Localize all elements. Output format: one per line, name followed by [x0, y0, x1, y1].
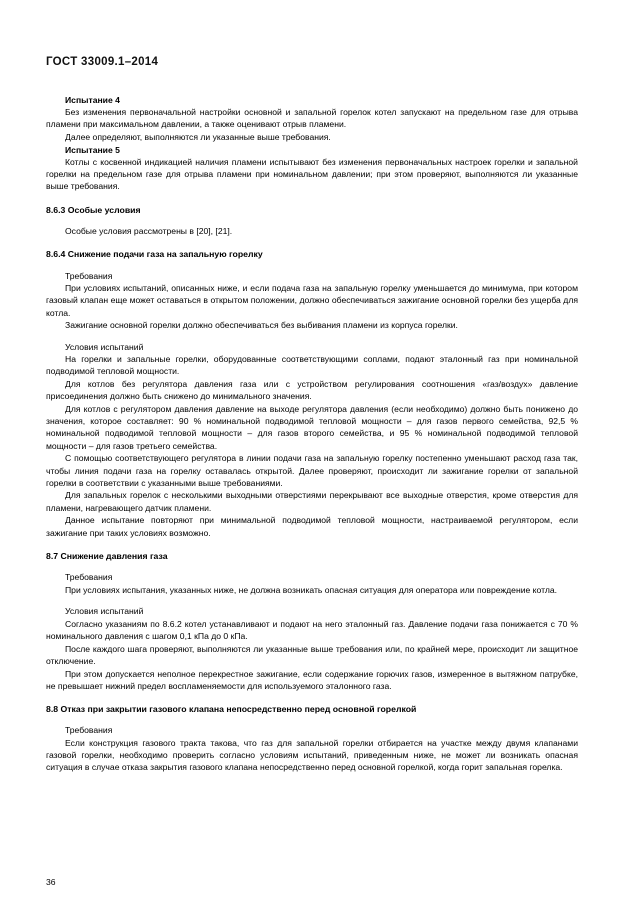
clause-8-7-p1: При условиях испытания, указанных ниже, не должна возникать опасная ситуация для оператора или повреждение котла. — [65, 584, 558, 595]
heading-8-7: 8.7 Снижение давления газа — [46, 550, 168, 561]
page-number: 36 — [46, 877, 56, 887]
test-5-body: Котлы с косвенной индикацией наличия пламени испытывают без изменения первоначальных настроек горелки и запальной горелки на предельном газе для отрыва пламени при номинальном давлении; при этом проверяют, выполняются ли указанные выше требования. — [46, 157, 578, 192]
heading-8-8: 8.8 Отказ при закрытии газового клапана непосредственно перед основной горелкой — [46, 703, 417, 714]
label-test-conditions-1: Условия испытаний — [65, 341, 144, 352]
clause-8-6-4-p6: С помощью соответствующего регулятора в линии подачи газа на запальную горелку постепенно уменьшают расход газа так, чтобы линия подачи газа на горелку оставалась открытой. Далее проверяют, происходит ли зажигание горелки от запальной горелки в соответствии с указанными выше требованиями. — [46, 453, 578, 488]
test-4-body: Без изменения первоначальной настройки основной и запальной горелок котел запускают на предельном газе для отрыва пламени при максимальном давлении, а также оценивают отрыв пламени. — [46, 107, 578, 130]
heading-8-6-4: 8.6.4 Снижение подачи газа на запальную горелку — [46, 249, 263, 260]
clause-8-6-4-p4: Для котлов без регулятора давления газа или с устройством регулирования соотношения «газ/воздух» давление присоединения должно быть снижено до минимального значения. — [46, 379, 578, 402]
test-4-note: Далее определяют, выполняются ли указанные выше требования. — [65, 132, 331, 143]
clause-8-6-4-p2: Зажигание основной горелки должно обеспечиваться без выбивания пламени из корпуса горелки. — [65, 320, 458, 331]
label-requirements-2: Требования — [65, 572, 113, 583]
test-5-title: Испытание 5 — [65, 144, 120, 155]
clause-8-6-3-body: Особые условия рассмотрены в [20], [21]. — [65, 225, 233, 236]
clause-8-7-p3: После каждого шага проверяют, выполняются ли указанные выше требования или, по крайней мере, происходит ли защитное отключение. — [46, 643, 578, 666]
clause-8-6-4-p3: На горелки и запальные горелки, оборудованные соответствующими соплами, подают эталонный газ при номинальной подводимой тепловой мощности. — [46, 354, 578, 377]
clause-8-6-4-p5: Для котлов с регулятором давления давление на выходе регулятора давления (если необходимо) должно быть понижено до значения, которое составляет: 90 % номинальной подводимой тепловой мощности – для газов первого семейства, 92,5 % номинальной подводимой тепловой мощности – для газов второго семейства, и 95 % номинальной подводимой тепловой мощности – для газов третьего семейства. — [46, 404, 578, 451]
label-requirements-3: Требования — [65, 725, 113, 736]
clause-8-8-p1: Если конструкция газового тракта такова, что газ для запальной горелки отбирается на участке между двумя клапанами газовой горелки, необходимо проверить согласно условиям испытаний, приведенным ниже, не может ли возникать опасная ситуация в случае отказа закрытия газового клапана непосредственно перед основной горелкой, когда горит запальная горелка. — [46, 738, 578, 773]
clause-8-6-4-p8: Данное испытание повторяют при минимальной подводимой тепловой мощности, настраиваемой регулятором, если зажигание при таких условиях возможно. — [46, 515, 578, 538]
test-4-title: Испытание 4 — [65, 95, 120, 105]
label-requirements-1: Требования — [65, 270, 113, 281]
heading-8-6-3: 8.6.3 Особые условия — [46, 204, 141, 215]
clause-8-7-p2: Согласно указаниям по 8.6.2 котел устанавливают и подают на него эталонный газ. Давление подачи газа понижается с 70 % номинального давления с шагом 0,1 кПа до 0 кПа. — [46, 618, 578, 641]
page-header: ГОСТ 33009.1–2014 — [46, 56, 159, 68]
clause-8-7-p4: При этом допускается неполное перекрестное зажигание, если содержание горючих газов, измеренное в вытяжном патрубке, не превышает нижний предел воспламеняемости для используемого эталонного газа. — [46, 668, 578, 691]
clause-8-6-4-p1: При условиях испытаний, описанных ниже, и если подача газа на запальную горелку уменьшается до минимума, при котором газовый клапан еще может оставаться в открытом положении, должно обеспечиваться зажигание основной горелки без ущерба для котла. — [46, 283, 578, 318]
document-body — [46, 94, 578, 774]
label-test-conditions-2: Условия испытаний — [65, 606, 144, 617]
clause-8-6-4-p7: Для запальных горелок с несколькими выходными отверстиями перекрывают все выходные отверстия, кроме отверстия для пламени, нагревающего датчик пламени. — [46, 490, 578, 513]
